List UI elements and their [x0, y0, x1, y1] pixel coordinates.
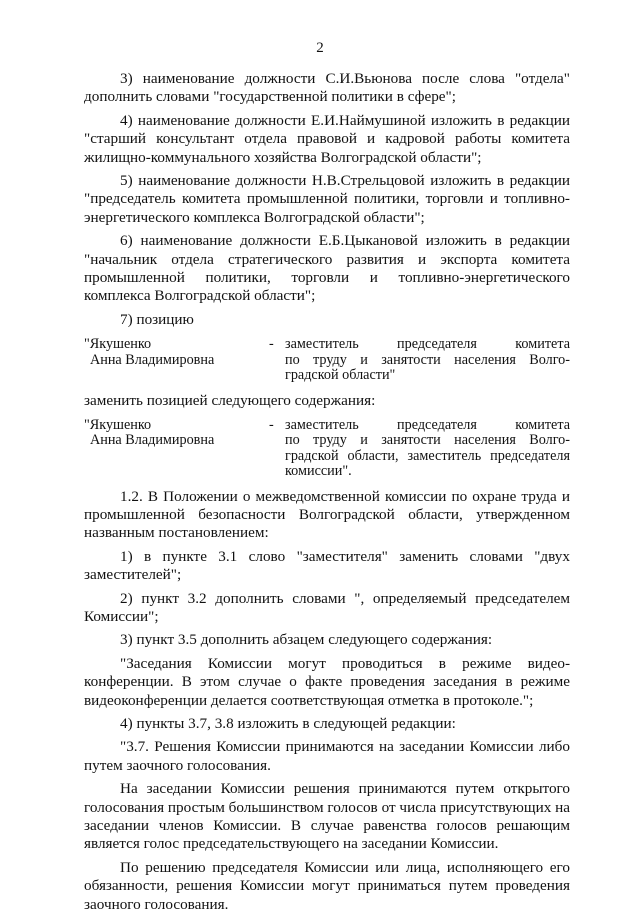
position-new-description — [285, 418, 570, 480]
amendment-3-quote: "Заседания Комиссии могут проводиться в режиме видео-конференции. В этом случае о факте проведения заседания в режиме видеоконференции делается соответствующая отметка в протоколе."; — [84, 654, 570, 709]
document-body — [84, 70, 570, 914]
position-old — [84, 337, 570, 383]
position-new-desc-line: комиссии". — [285, 463, 352, 480]
page-number: 2 — [316, 40, 324, 56]
position-old-person — [84, 337, 269, 383]
amendment-2: 2) пункт 3.2 дополнить словами ", определяемый председателем Комиссии"; — [84, 589, 570, 625]
clause-3-7-para-3: По решению председателя Комиссии или лица, исполняющего его обязанности, решения Комиссии могут приниматься путем проведения заочного голосования. — [84, 858, 570, 913]
position-new — [84, 418, 570, 480]
item-3: 3) наименование должности С.И.Вьюнова после слова "отдела" дополнить словами "государственной политики в сфере"; — [84, 70, 570, 106]
position-old-surname: "Якушенко — [84, 336, 152, 353]
position-new-dash: - — [269, 416, 274, 433]
amendment-1: 1) в пункте 3.1 слово "заместителя" заменить словами "двух заместителей"; — [84, 547, 570, 584]
clause-3-7-para-2: На заседании Комиссии решения принимаются путем открытого голосования простым большинством голосов от числа присутствующих на заседании членов Комиссии. В случае равенства голосов решающим является голос председательствующего на заседании Комиссии. — [84, 780, 570, 853]
replace-text: заменить позицией следующего содержания: — [84, 391, 376, 409]
position-old-desc-line: заместитель председателя комитета — [285, 336, 570, 353]
position-old-dash: - — [269, 336, 274, 353]
item-4: 4) наименование должности Е.И.Наймушиной изложить в редакции "старший консультант отдела правовой и кадровой работы комитета жилищно-коммунального хозяйства Волгоградской области"; — [84, 111, 570, 166]
position-new-desc-line: градской области, заместитель председателя — [285, 447, 570, 464]
position-old-desc-line: градской области" — [285, 367, 396, 384]
position-old-desc-line: по труду и занятости населения Волго- — [285, 351, 570, 368]
item-6: 6) наименование должности Е.Б.Цыкановой изложить в редакции "начальник отдела стратегического развития и экспорта комитета промышленной политики, торговли и топливно-энергетического комплекса Волгоградской области"; — [84, 232, 570, 305]
section-1-2: 1.2. В Положении о межведомственной комиссии по охране труда и промышленной безопасности Волгоградской области, утвержденном названным постановлением: — [84, 487, 570, 542]
item-7: 7) позицию — [120, 310, 194, 328]
amendment-3: 3) пункт 3.5 дополнить абзацем следующего содержания: — [120, 631, 493, 649]
amendment-4: 4) пункты 3.7, 3.8 изложить в следующей редакции: — [120, 715, 456, 732]
position-new-surname: "Якушенко — [84, 416, 152, 433]
position-new-desc-line: заместитель председателя комитета — [285, 416, 570, 433]
item-5: 5) наименование должности Н.В.Стрельцовой изложить в редакции "председатель комитета промышленной политики, торговли и топливно-энергетического комплекса Волгоградской области"; — [84, 172, 570, 226]
position-new-desc-line: по труду и занятости населения Волго- — [285, 432, 570, 449]
position-old-name: Анна Владимировна — [90, 351, 215, 368]
position-new-name: Анна Владимировна — [90, 432, 215, 449]
position-new-person — [84, 418, 269, 480]
position-old-description — [285, 337, 570, 383]
clause-3-7: "3.7. Решения Комиссии принимаются на заседании Комиссии либо путем заочного голосования. — [84, 738, 570, 774]
